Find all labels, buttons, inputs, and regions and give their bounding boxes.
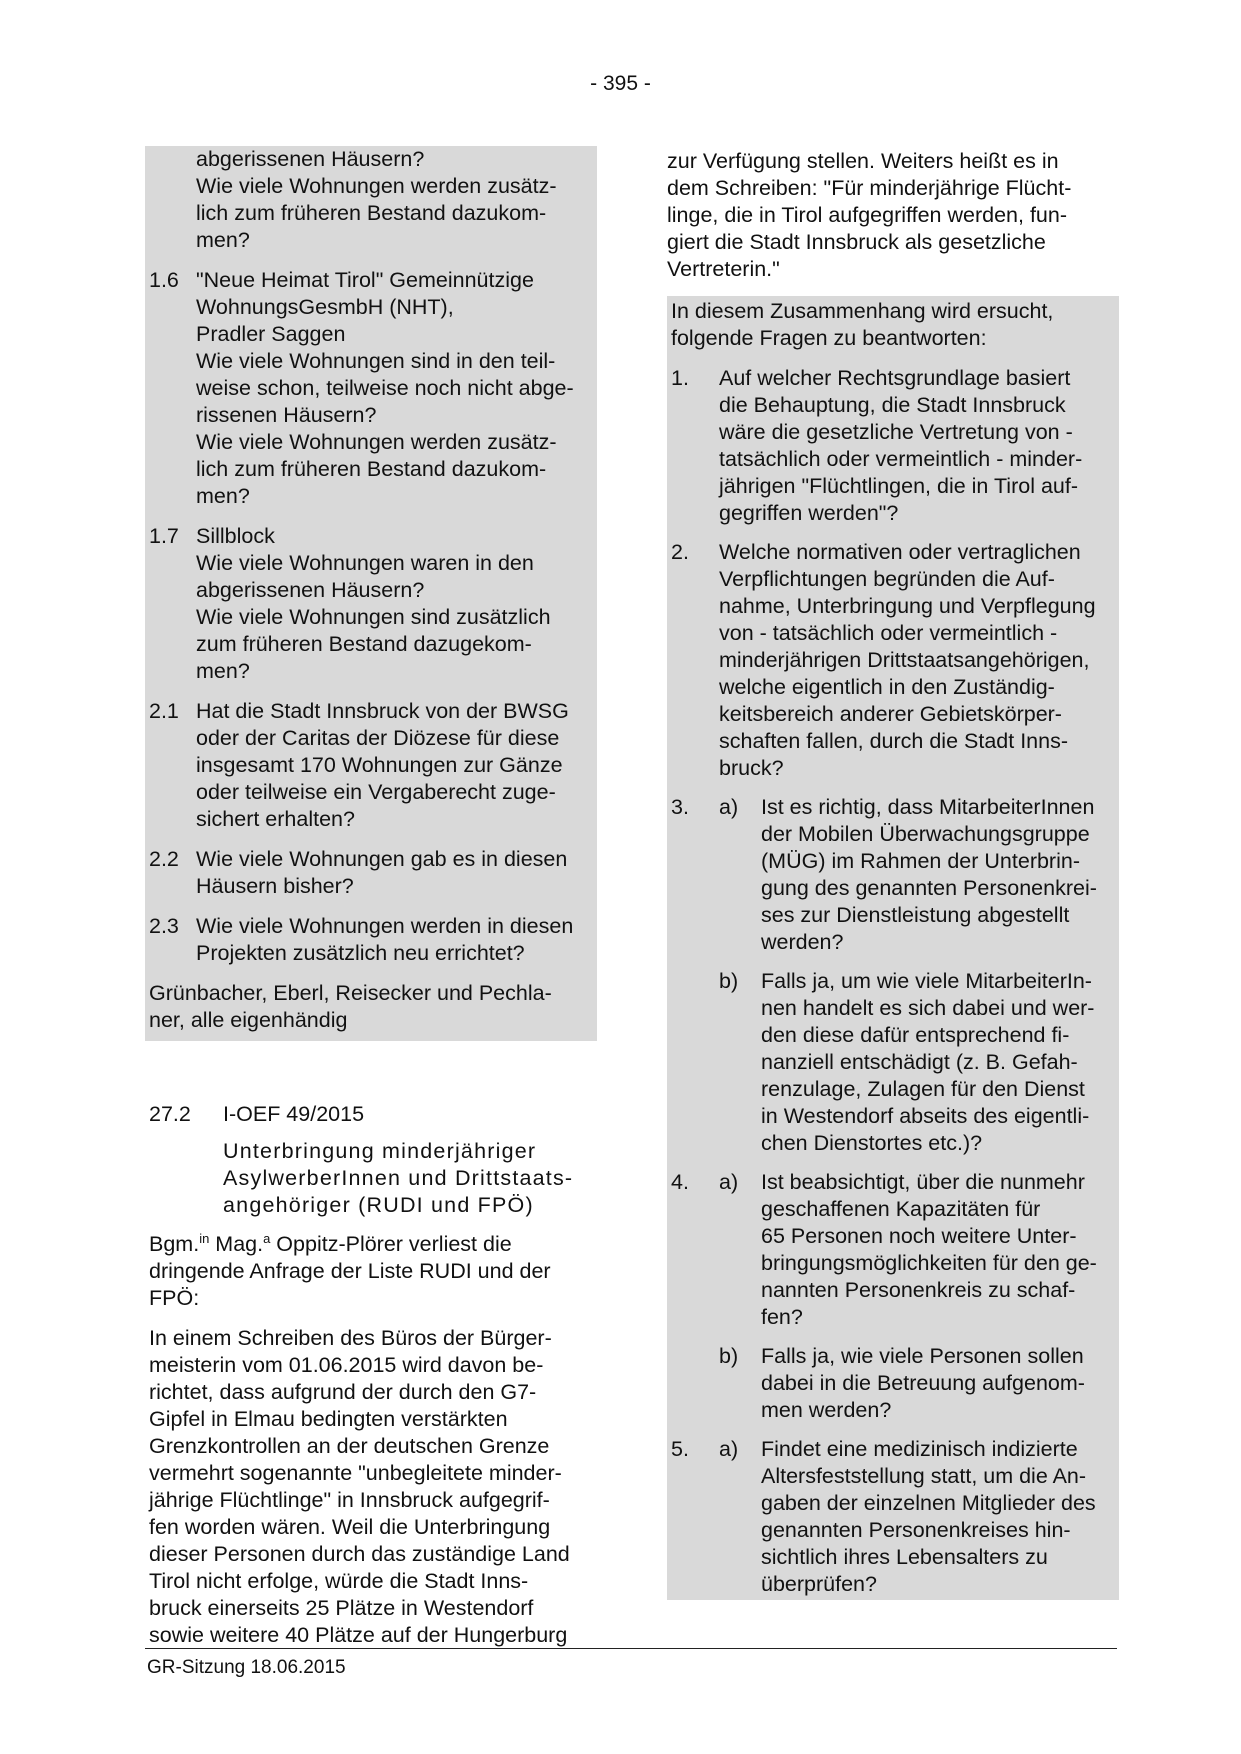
text-line: In diesem Zusammenhang wird ersucht, [671, 299, 1054, 323]
request-intro [671, 298, 1117, 352]
question-letter: b) [719, 969, 739, 993]
text-line: In einem Schreiben des Büros der Bürger- [149, 1326, 552, 1350]
item-body [196, 267, 595, 510]
text-line: dringende Anfrage der Liste RUDI und der [149, 1259, 551, 1283]
intro-post: Oppitz-Plörer verliest die [270, 1232, 512, 1256]
section-number: 27.2 [149, 1102, 191, 1126]
question-letter: a) [719, 1170, 739, 1194]
text-line: renzulage, Zulagen für den Dienst [761, 1077, 1085, 1101]
text-line: Wie viele Wohnungen werden zusätz- [196, 430, 557, 454]
text-line: lich zum früheren Bestand dazukom- [196, 201, 547, 225]
text-line: Wie viele Wohnungen waren in den [196, 551, 534, 575]
text-line: men? [196, 659, 250, 683]
item-number-blank [149, 146, 196, 254]
text-line: Vertreterin." [667, 257, 780, 281]
text-line: dieser Personen durch das zuständige Land [149, 1542, 570, 1566]
question-body [761, 1436, 1117, 1598]
text-line: insgesamt 170 Wohnungen zur Gänze [196, 753, 563, 777]
footer-text: GR-Sitzung 18.06.2015 [147, 1657, 346, 1678]
text-line: 65 Personen noch weitere Unter- [761, 1224, 1077, 1248]
item-number: 2.2 [149, 847, 179, 871]
question-item-2-2 [149, 846, 595, 900]
text-line: angehöriger (RUDI und FPÖ) [223, 1193, 534, 1217]
continued-question [149, 146, 595, 254]
text-line: zum früheren Bestand dazugekom- [196, 632, 532, 656]
text-line: der Mobilen Überwachungsgruppe [761, 822, 1090, 846]
text-line: Grünbacher, Eberl, Reisecker und Pechla- [149, 981, 552, 1005]
question-body [719, 365, 1117, 527]
item-body [196, 523, 595, 685]
item-body [196, 698, 595, 833]
text-line: fen worden wären. Weil die Unterbringung [149, 1515, 551, 1539]
text-line: wäre die gesetzliche Vertretung von - [719, 420, 1073, 444]
text-line: bruck einerseits 25 Plätze in Westendorf [149, 1596, 534, 1620]
section-reference: I-OEF 49/2015 [223, 1102, 365, 1126]
text-line: Pradler Saggen [196, 322, 346, 346]
text-line: bringungsmöglichkeiten für den ge- [761, 1251, 1097, 1275]
text-line: gaben der einzelnen Mitglieder des [761, 1491, 1096, 1515]
text-line: Wie viele Wohnungen werden zusätz- [196, 174, 557, 198]
right-column [667, 148, 1119, 1600]
text-line: tatsächlich oder vermeintlich - minder- [719, 447, 1083, 471]
continued-paragraph [667, 148, 1119, 283]
text-line: nahme, Unterbringung und Verpflegung [719, 594, 1096, 618]
questions-block-gray [667, 296, 1119, 1600]
text-line: Verpflichtungen begründen die Auf- [719, 567, 1055, 591]
text-line: Altersfeststellung statt, um die An- [761, 1464, 1087, 1488]
question-item-2-3 [149, 913, 595, 967]
text-line: schaften fallen, durch die Stadt Inns- [719, 729, 1068, 753]
question-letter: a) [719, 795, 739, 819]
item-number: 2.3 [149, 914, 179, 938]
question-number: 4. [671, 1170, 689, 1194]
text-line: oder teilweise ein Vergaberecht zuge- [196, 780, 556, 804]
question-item-2-1 [149, 698, 595, 833]
text-line [149, 1231, 595, 1258]
question-4b [671, 1343, 1117, 1424]
text-line: ner, alle eigenhändig [149, 1008, 348, 1032]
text-line: welche eigentlich in den Zuständig- [719, 675, 1055, 699]
text-line: abgerissenen Häusern? [196, 147, 425, 171]
question-body [761, 1169, 1117, 1331]
text-line: Tirol nicht erfolge, würde die Stadt Inns- [149, 1569, 529, 1593]
text-line: men? [196, 228, 250, 252]
footer-divider [145, 1648, 1117, 1649]
section-subject [223, 1138, 595, 1219]
body-paragraph [149, 1325, 595, 1649]
section-heading [149, 1101, 595, 1128]
question-letter: a) [719, 1437, 739, 1461]
text-line: dem Schreiben: "Für minderjährige Flücht- [667, 176, 1072, 200]
question-body [761, 1343, 1117, 1424]
text-line: lich zum früheren Bestand dazukom- [196, 457, 547, 481]
question-5a [671, 1436, 1117, 1600]
text-line: oder der Caritas der Diözese für diese [196, 726, 560, 750]
text-line: die Behauptung, die Stadt Innsbruck [719, 393, 1066, 417]
text-line: genannten Personenkreises hin- [761, 1518, 1071, 1542]
question-4a [671, 1169, 1117, 1331]
text-line: nen handelt es sich dabei und wer- [761, 996, 1095, 1020]
text-line: bruck? [719, 756, 784, 780]
text-line: Grenzkontrollen an der deutschen Grenze [149, 1434, 550, 1458]
signature [149, 980, 595, 1041]
text-line: sichtlich ihres Lebensalters zu [761, 1545, 1048, 1569]
question-number: 5. [671, 1437, 689, 1461]
question-number [671, 968, 719, 1157]
text-line: Wie viele Wohnungen werden in diesen [196, 914, 574, 938]
question-1 [671, 365, 1117, 527]
item-number: 1.6 [149, 268, 179, 292]
text-line: WohnungsGesmbH (NHT), [196, 295, 454, 319]
text-line: Gipfel in Elmau bedingten verstärkten [149, 1407, 508, 1431]
question-number: 2. [671, 540, 689, 564]
intro-sup: a [263, 1230, 271, 1246]
text-line: minderjährigen Drittstaatsangehörigen, [719, 648, 1090, 672]
text-line: gegriffen werden"? [719, 501, 899, 525]
question-number: 3. [671, 795, 689, 819]
text-line: werden? [761, 930, 844, 954]
item-number: 1.7 [149, 524, 179, 548]
text-line: weise schon, teilweise noch nicht abge- [196, 376, 574, 400]
question-letter: b) [719, 1344, 739, 1368]
section-27-2 [145, 1101, 597, 1649]
question-number [671, 1343, 719, 1424]
question-item-1-7 [149, 523, 595, 685]
text-line: Wie viele Wohnungen sind zusätzlich [196, 605, 551, 629]
item-body [196, 146, 595, 254]
question-2 [671, 539, 1117, 782]
text-line: in Westendorf abseits des eigentli- [761, 1104, 1090, 1128]
text-line: zur Verfügung stellen. Weiters heißt es in [667, 149, 1059, 173]
text-line: geschaffenen Kapazitäten für [761, 1197, 1041, 1221]
text-line: ses zur Dienstleistung abgestellt [761, 903, 1070, 927]
question-body [761, 794, 1117, 956]
text-line: richtet, dass aufgrund der durch den G7- [149, 1380, 537, 1404]
text-line: rissenen Häusern? [196, 403, 377, 427]
text-line: sowie weitere 40 Plätze auf der Hungerburg [149, 1623, 568, 1647]
text-line: men werden? [761, 1398, 892, 1422]
text-line: fen? [761, 1305, 803, 1329]
text-line: gung des genannten Personenkrei- [761, 876, 1097, 900]
text-line: Falls ja, um wie viele MitarbeiterIn- [761, 969, 1092, 993]
text-line: Projekten zusätzlich neu errichtet? [196, 941, 525, 965]
text-line: men? [196, 484, 250, 508]
text-line: nanziell entschädigt (z. B. Gefah- [761, 1050, 1078, 1074]
text-line: Sillblock [196, 524, 275, 548]
question-3a [671, 794, 1117, 956]
text-line: keitsbereich anderer Gebietskörper- [719, 702, 1062, 726]
item-number: 2.1 [149, 699, 179, 723]
left-column [145, 146, 597, 1662]
text-line: giert die Stadt Innsbruck als gesetzliche [667, 230, 1046, 254]
text-line: jährige Flüchtlinge" in Innsbruck aufgegrif- [149, 1488, 550, 1512]
intro-paragraph [149, 1231, 595, 1312]
text-line: dabei in die Betreuung aufgenom- [761, 1371, 1085, 1395]
text-line: abgerissenen Häusern? [196, 578, 425, 602]
text-line: "Neue Heimat Tirol" Gemeinnützige [196, 268, 534, 292]
text-line: sichert erhalten? [196, 807, 355, 831]
item-body [196, 913, 595, 967]
text-line: folgende Fragen zu beantworten: [671, 326, 987, 350]
text-line: Ist beabsichtigt, über die nunmehr [761, 1170, 1085, 1194]
text-line: linge, die in Tirol aufgegriffen werden, fun- [667, 203, 1067, 227]
text-line: AsylwerberInnen und Drittstaats- [223, 1166, 574, 1190]
text-line: den diese dafür entsprechend fi- [761, 1023, 1070, 1047]
text-line: vermehrt sogenannte "unbegleitete minder- [149, 1461, 562, 1485]
page-number: - 395 - [590, 72, 651, 95]
text-line: überprüfen? [761, 1572, 877, 1596]
text-line: Welche normativen oder vertraglichen [719, 540, 1081, 564]
text-line: Wie viele Wohnungen sind in den teil- [196, 349, 556, 373]
text-line: Wie viele Wohnungen gab es in diesen [196, 847, 568, 871]
text-line: chen Dienstortes etc.)? [761, 1131, 983, 1155]
text-line: Findet eine medizinisch indizierte [761, 1437, 1078, 1461]
question-3b [671, 968, 1117, 1157]
intro-pre: Bgm. [149, 1232, 200, 1256]
item-body [196, 846, 595, 900]
question-body [719, 539, 1117, 782]
question-body [761, 968, 1117, 1157]
intro-mid: Mag. [209, 1232, 264, 1256]
text-line: Ist es richtig, dass MitarbeiterInnen [761, 795, 1095, 819]
question-item-1-6 [149, 267, 595, 510]
text-line: jährigen "Flüchtlingen, die in Tirol auf- [719, 474, 1078, 498]
text-line: meisterin vom 01.06.2015 wird davon be- [149, 1353, 544, 1377]
question-block-gray [145, 146, 597, 1041]
intro-sup: in [199, 1230, 210, 1246]
question-number: 1. [671, 366, 689, 390]
text-line: Falls ja, wie viele Personen sollen [761, 1344, 1084, 1368]
text-line: Häusern bisher? [196, 874, 354, 898]
text-line: nannten Personenkreis zu schaf- [761, 1278, 1076, 1302]
text-line: von - tatsächlich oder vermeintlich - [719, 621, 1058, 645]
text-line: Hat die Stadt Innsbruck von der BWSG [196, 699, 569, 723]
text-line: (MÜG) im Rahmen der Unterbrin- [761, 849, 1080, 873]
text-line: Auf welcher Rechtsgrundlage basiert [719, 366, 1071, 390]
text-line: FPÖ: [149, 1286, 200, 1310]
text-line: Unterbringung minderjähriger [223, 1139, 537, 1163]
